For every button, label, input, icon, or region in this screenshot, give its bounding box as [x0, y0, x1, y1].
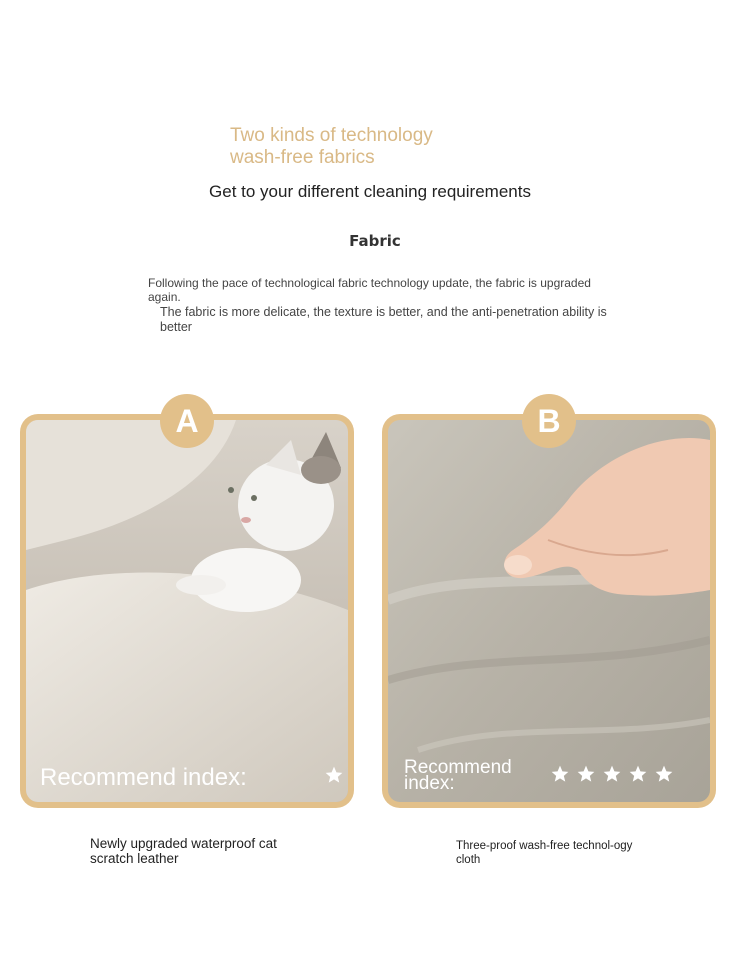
fabric-card-b: [382, 403, 716, 808]
title-line-2: wash-free fabrics: [230, 147, 375, 168]
rating-stars: [324, 765, 344, 785]
star-icon: [602, 764, 622, 784]
star-icon: [324, 765, 344, 785]
star-icon: [550, 764, 570, 784]
fabric-card-a: [20, 403, 354, 808]
page-subtitle: Get to your different cleaning requirements: [209, 182, 531, 201]
caption-cloth: Three-proof wash-free technol-ogy cloth: [456, 840, 633, 866]
leather-photo: [26, 420, 348, 802]
badge-a: A: [160, 394, 214, 448]
badge-b: B: [522, 394, 576, 448]
recommend-index-label: Recommend index:: [40, 764, 247, 791]
recommend-index-label: Recommend index:: [404, 757, 512, 794]
star-icon: [628, 764, 648, 784]
star-icon: [576, 764, 596, 784]
title-line-1: Two kinds of technology: [230, 125, 433, 146]
description-paragraph-2: The fabric is more delicate, the texture is better, and the anti-penetration ability is better: [160, 305, 607, 334]
cloth-photo: [388, 420, 710, 802]
rating-stars: [550, 764, 674, 784]
section-heading: Fabric: [349, 232, 401, 250]
star-icon: [654, 764, 674, 784]
description-paragraph-1: Following the pace of technological fabric technology update, the fabric is upgraded again.: [148, 276, 591, 304]
caption-leather: Newly upgraded waterproof cat scratch leather: [90, 836, 277, 866]
page-title: [230, 125, 433, 169]
